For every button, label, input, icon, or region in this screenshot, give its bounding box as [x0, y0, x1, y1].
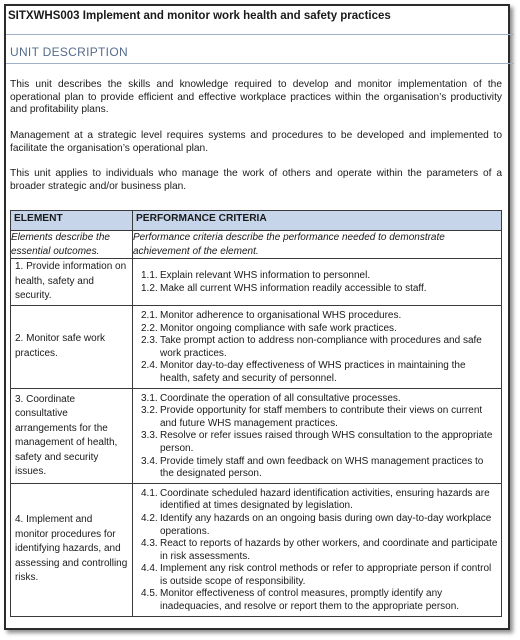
criterion: 4.2. Identify any hazards on an ongoing basis during own day-to-day workplace operations.	[141, 512, 492, 537]
criterion: 3.3. Resolve or refer issues raised through WHS consultation to the appropriate person.	[141, 430, 493, 454]
criteria-intro: Performance criteria describe the performance needed to demonstrate achievement of the element.	[133, 231, 502, 259]
criterion: 2.3. Take prompt action to address non-compliance with procedures and safe work practices.	[141, 335, 482, 359]
element-cell: 1. Provide information on health, safety and security.	[11, 259, 133, 306]
table-row	[11, 306, 502, 389]
description-paragraph-3: This unit applies to individuals who manage the work of others and operate within the parameters of a broader strategic and/or business plan.	[10, 168, 502, 192]
element-cell: 4. Implement and monitor procedures for identifying hazards, and assessing and controlling risks.	[11, 483, 133, 616]
criteria-column-header: PERFORMANCE CRITERIA	[133, 211, 502, 231]
table-row	[11, 388, 502, 483]
criteria-cell	[133, 259, 502, 306]
performance-criteria-table	[10, 210, 502, 617]
criterion: 3.1. Coordinate the operation of all consultative processes.	[141, 392, 401, 404]
element-intro: Elements describe the essential outcomes.	[11, 231, 133, 259]
description-paragraph-2: Management at a strategic level requires systems and procedures to be developed and implemented to facilitate the organisation’s operational plan.	[10, 130, 502, 154]
table-header-row	[11, 211, 502, 231]
description-paragraph-1: This unit describes the skills and knowledge required to develop and monitor implementation of the operational plan to provide efficient and effective workplace practices within the organisation’s productivity and profitability plans.	[10, 79, 502, 116]
criterion: 3.4. Provide timely staff and own feedback on WHS management practices to the designated person.	[141, 455, 484, 480]
criterion: 2.1. Monitor adherence to organisational WHS procedures.	[141, 310, 402, 321]
table-intro-row	[11, 231, 502, 259]
table-row	[11, 259, 502, 306]
criterion: 4.3. React to reports of hazards by other workers, and coordinate and participate in risk assessments.	[141, 538, 498, 562]
element-cell: 3. Coordinate consultative arrangements for the management of health, safety and security issues.	[11, 388, 133, 483]
criterion: 2.2. Monitor ongoing compliance with safe work practices.	[141, 322, 397, 334]
criteria-cell	[133, 483, 502, 616]
criteria-cell	[133, 388, 502, 483]
criterion: 2.4. Monitor day-to-day effectiveness of WHS practices in maintaining the health, safety and security of personnel.	[141, 360, 466, 384]
section-heading: UNIT DESCRIPTION	[10, 45, 128, 59]
criteria-cell	[133, 306, 502, 389]
element-cell: 2. Monitor safe work practices.	[11, 306, 133, 389]
criterion: 4.5. Monitor effectiveness of control measures, promptly identify any inadequacies, and resolve or report them to the appropriate person.	[141, 588, 460, 613]
criterion: 3.2. Provide opportunity for staff members to contribute their views on current and future WHS management practices.	[141, 405, 483, 429]
criterion: 4.1. Coordinate scheduled hazard identification activities, ensuring hazards are identified at times designated by legislation.	[141, 487, 490, 512]
criterion: 4.4. Implement any risk control methods or refer to appropriate person if control is outside scope of responsibility.	[141, 563, 492, 587]
criterion: 1.1. Explain relevant WHS information to personnel.	[141, 270, 371, 282]
title-divider	[6, 34, 514, 35]
element-column-header: ELEMENT	[11, 211, 133, 231]
section-divider	[6, 63, 514, 64]
unit-title: SITXWHS003 Implement and monitor work health and safety practices	[8, 10, 391, 22]
table-row	[11, 483, 502, 616]
criterion: 1.2. Make all current WHS information readily accessible to staff.	[141, 283, 427, 294]
